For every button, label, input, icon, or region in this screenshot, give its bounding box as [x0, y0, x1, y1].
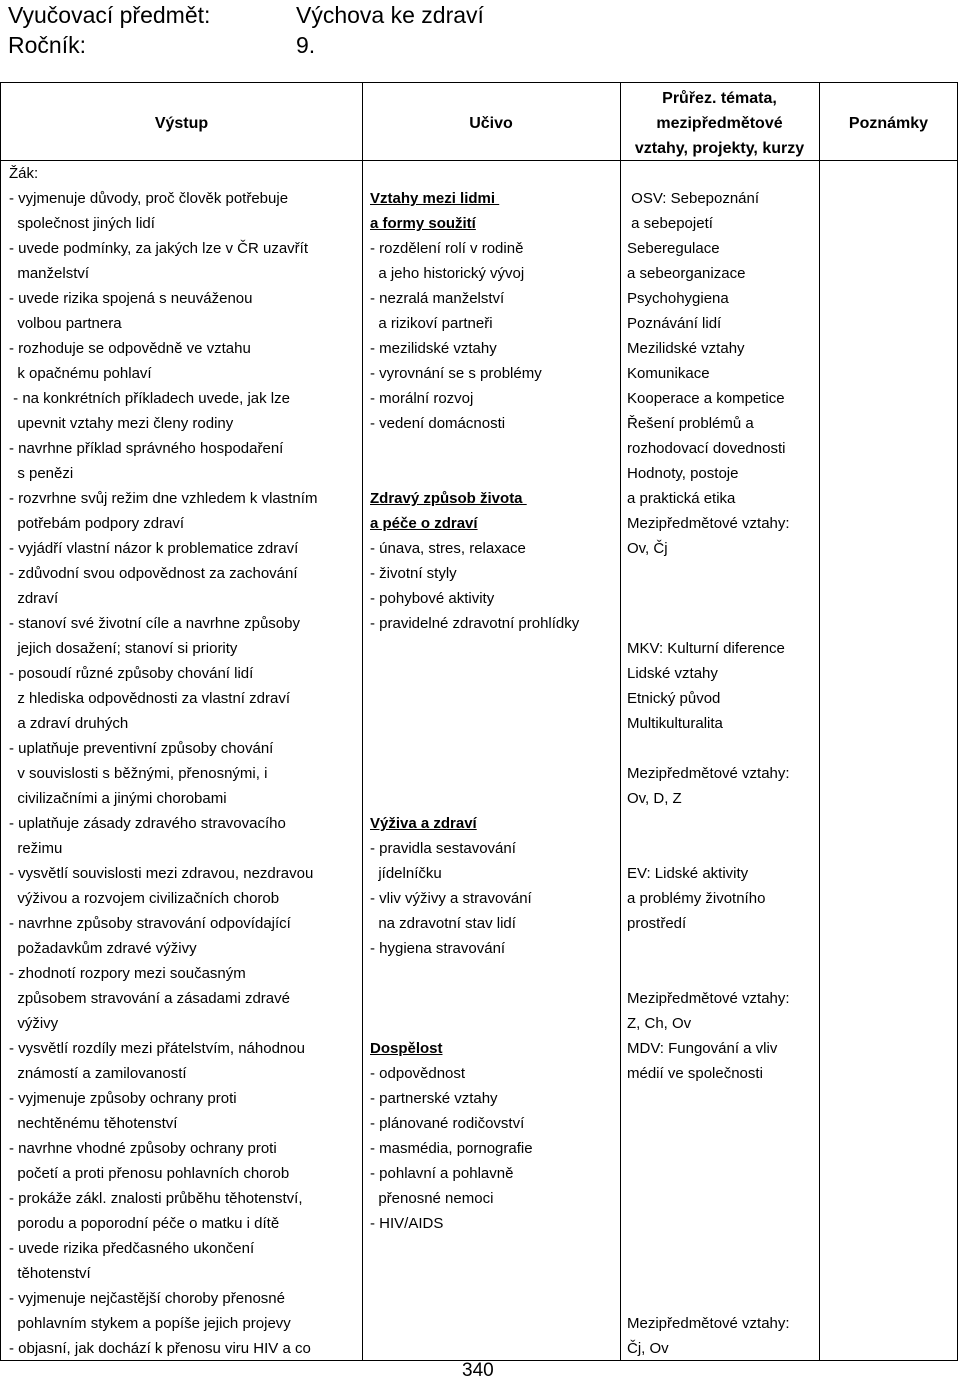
table-row	[1, 536, 957, 561]
prurez-cell: Řešení problémů a	[627, 415, 754, 432]
vystup-cell: potřebám podpory zdraví	[9, 515, 185, 532]
table-row	[1, 1161, 957, 1186]
vystup-cell: známostí a zamilovaností	[9, 1065, 187, 1082]
table-row	[1, 936, 957, 961]
vystup-cell: nechtěnému těhotenství	[9, 1115, 178, 1132]
table-row	[1, 1136, 957, 1161]
vystup-cell: - uvede rizika předčasného ukončení	[9, 1240, 255, 1257]
table-row	[1, 1186, 957, 1211]
ucivo-cell: a jeho historický vývoj	[370, 265, 525, 282]
ucivo-cell: - pohlavní a pohlavně	[370, 1165, 514, 1182]
ucivo-cell: Dospělost	[370, 1040, 443, 1057]
vystup-cell: společnost jiných lidí	[9, 215, 155, 232]
table-row	[1, 611, 957, 636]
curriculum-table	[0, 82, 958, 1361]
prurez-cell: Komunikace	[627, 365, 710, 382]
vystup-cell: - uplatňuje zásady zdravého stravovacího	[9, 815, 286, 832]
table-row	[1, 236, 957, 261]
table-row	[1, 836, 957, 861]
vystup-cell: - uplatňuje preventivní způsoby chování	[9, 740, 274, 757]
ucivo-cell: - vliv výživy a stravování	[370, 890, 532, 907]
prurez-cell: prostředí	[627, 915, 687, 932]
vystup-cell: v souvislosti s běžnými, přenosnými, i	[9, 765, 268, 782]
table-row	[1, 961, 957, 986]
prurez-cell: MDV: Fungování a vliv	[627, 1040, 778, 1057]
table-row	[1, 736, 957, 761]
prurez-cell: Z, Ch, Ov	[627, 1015, 692, 1032]
subject-value: Výchova ke zdraví	[296, 2, 484, 28]
prurez-cell: MKV: Kulturní diference	[627, 640, 785, 657]
prurez-cell: Hodnoty, postoje	[627, 465, 739, 482]
table-row	[1, 1111, 957, 1136]
prurez-cell: Mezipředmětové vztahy:	[627, 990, 790, 1007]
vystup-cell: - vysvětlí souvislosti mezi zdravou, nezdravou	[9, 865, 314, 882]
ucivo-cell: - životní styly	[370, 565, 457, 582]
ucivo-cell: jídelníčku	[370, 865, 442, 882]
vystup-cell: výživy	[9, 1015, 59, 1032]
ucivo-cell: a formy soužití	[370, 215, 476, 232]
table-row	[1, 786, 957, 811]
table-row	[1, 661, 957, 686]
vystup-cell: - vyjmenuje důvody, proč člověk potřebuje	[9, 190, 289, 207]
table-row	[1, 811, 957, 836]
prurez-cell: Ov, D, Z	[627, 790, 682, 807]
column-header-prurez-line-1: Průřez. témata,	[662, 90, 777, 107]
table-row	[1, 1261, 957, 1286]
table-row	[1, 1211, 957, 1236]
ucivo-cell: - partnerské vztahy	[370, 1090, 498, 1107]
grade-label: Ročník:	[8, 32, 86, 58]
table-row	[1, 561, 957, 586]
vystup-cell: - vyjmenuje způsoby ochrany proti	[9, 1090, 237, 1107]
grade-value: 9.	[296, 32, 316, 58]
table-row	[1, 911, 957, 936]
table-row	[1, 1236, 957, 1261]
table-row	[1, 1336, 957, 1361]
vystup-cell: těhotenství	[9, 1265, 91, 1282]
column-header-vystup: Výstup	[154, 115, 209, 132]
prurez-cell: Mezipředmětové vztahy:	[627, 1315, 790, 1332]
vystup-cell: - vyjmenuje nejčastější choroby přenosné	[9, 1290, 285, 1307]
vystup-cell: a zdraví druhých	[9, 715, 129, 732]
prurez-cell: Multikulturalita	[627, 715, 723, 732]
vystup-cell: - zhodnotí rozpory mezi současným	[9, 965, 246, 982]
prurez-cell: a sebeorganizace	[627, 265, 746, 282]
vystup-cell: - vyjádří vlastní názor k problematice zdraví	[9, 540, 299, 557]
ucivo-cell: Zdravý způsob života	[370, 490, 527, 507]
vystup-cell: - posoudí různé způsoby chování lidí	[9, 665, 254, 682]
vystup-cell: - prokáže zákl. znalosti průběhu těhotenství,	[9, 1190, 303, 1207]
prurez-cell: Kooperace a kompetice	[627, 390, 785, 407]
vystup-cell: jejich dosažení; stanoví si priority	[9, 640, 238, 657]
column-header-ucivo: Učivo	[469, 115, 513, 132]
ucivo-cell: - plánované rodičovství	[370, 1115, 525, 1132]
prurez-cell: rozhodovací dovednosti	[627, 440, 786, 457]
vystup-cell: porodu a poporodní péče o matku i dítě	[9, 1215, 280, 1232]
prurez-cell: Etnický původ	[627, 690, 721, 707]
ucivo-cell: - masmédia, pornografie	[370, 1140, 533, 1157]
prurez-cell: Mezipředmětové vztahy:	[627, 515, 790, 532]
vystup-cell: s penězi	[9, 465, 74, 482]
ucivo-cell: Výživa a zdraví	[370, 815, 477, 832]
ucivo-cell: - HIV/AIDS	[370, 1215, 444, 1232]
ucivo-cell: - pravidla sestavování	[370, 840, 516, 857]
ucivo-cell: - pohybové aktivity	[370, 590, 495, 607]
prurez-cell: Poznávání lidí	[627, 315, 722, 332]
ucivo-cell: - únava, stres, relaxace	[370, 540, 526, 557]
vystup-cell: pohlavním stykem a popíše jejich projevy	[9, 1315, 291, 1332]
column-header-poznamky: Poznámky	[848, 115, 929, 132]
vystup-cell: - vysvětlí rozdíly mezi přátelstvím, náhodnou	[9, 1040, 305, 1057]
vystup-cell: - navrhne příklad správného hospodaření	[9, 440, 284, 457]
ucivo-cell: - vedení domácnosti	[370, 415, 506, 432]
table-row	[1, 1061, 957, 1086]
table-row	[1, 761, 957, 786]
vystup-cell: z hlediska odpovědnosti za vlastní zdraví	[9, 690, 290, 707]
vystup-cell: - na konkrétních příkladech uvede, jak lze	[9, 390, 290, 407]
table-row	[1, 436, 957, 461]
vystup-cell: civilizačními a jinými chorobami	[9, 790, 227, 807]
ucivo-cell: na zdravotní stav lidí	[370, 915, 516, 932]
prurez-cell: Mezipředmětové vztahy:	[627, 765, 790, 782]
prurez-cell: a praktická etika	[627, 490, 736, 507]
vystup-cell: požadavkům zdravé výživy	[9, 940, 197, 957]
prurez-cell: OSV: Sebepoznání	[627, 190, 760, 207]
prurez-cell: médií ve společnosti	[627, 1065, 763, 1082]
table-row	[1, 636, 957, 661]
prurez-cell: EV: Lidské aktivity	[627, 865, 749, 882]
table-row	[1, 311, 957, 336]
table-row	[1, 286, 957, 311]
table-row	[1, 711, 957, 736]
prurez-cell: Mezilidské vztahy	[627, 340, 745, 357]
ucivo-cell: - mezilidské vztahy	[370, 340, 497, 357]
table-row	[1, 1086, 957, 1111]
vystup-cell: Žák:	[9, 165, 39, 182]
table-row	[1, 511, 957, 536]
table-row	[1, 261, 957, 286]
ucivo-cell: Vztahy mezi lidmi	[370, 190, 500, 207]
ucivo-cell: - odpovědnost	[370, 1065, 466, 1082]
table-row	[1, 861, 957, 886]
vystup-cell: zdraví	[9, 590, 59, 607]
vystup-cell: - zdůvodní svou odpovědnost za zachování	[9, 565, 298, 582]
vystup-cell: k opačnému pohlaví	[9, 365, 152, 382]
vystup-cell: režimu	[9, 840, 63, 857]
ucivo-cell: - morální rozvoj	[370, 390, 474, 407]
table-row	[1, 336, 957, 361]
table-row	[1, 361, 957, 386]
prurez-cell: Ov, Čj	[627, 540, 668, 557]
table-row	[1, 186, 957, 211]
subject-label: Vyučovací předmět:	[8, 2, 211, 28]
vystup-cell: - uvede podmínky, za jakých lze v ČR uzavřít	[9, 240, 309, 257]
page-number: 340	[462, 1360, 494, 1381]
prurez-cell: a sebepojetí	[627, 215, 713, 232]
ucivo-cell: - nezralá manželství	[370, 290, 505, 307]
prurez-cell: a problémy životního	[627, 890, 766, 907]
column-header-prurez-line-2: mezipředmětové	[656, 115, 783, 132]
column-header-prurez-line-3: vztahy, projekty, kurzy	[634, 140, 805, 157]
table-row	[1, 1311, 957, 1336]
table-row	[1, 886, 957, 911]
prurez-cell: Čj, Ov	[627, 1340, 669, 1357]
table-row	[1, 1286, 957, 1311]
table-row	[1, 411, 957, 436]
vystup-cell: - uvede rizika spojená s neuváženou	[9, 290, 253, 307]
ucivo-cell: a péče o zdraví	[370, 515, 478, 532]
vystup-cell: - navrhne vhodné způsoby ochrany proti	[9, 1140, 277, 1157]
vystup-cell: - stanoví své životní cíle a navrhne způsoby	[9, 615, 300, 632]
table-row	[1, 486, 957, 511]
ucivo-cell: - vyrovnání se s problémy	[370, 365, 542, 382]
ucivo-cell: - pravidelné zdravotní prohlídky	[370, 615, 580, 632]
vystup-cell: upevnit vztahy mezi členy rodiny	[9, 415, 234, 432]
vystup-cell: - objasní, jak dochází k přenosu viru HIV a co	[9, 1340, 311, 1357]
table-row	[1, 986, 957, 1011]
prurez-cell: Seberegulace	[627, 240, 720, 257]
vystup-cell: - navrhne způsoby stravování odpovídající	[9, 915, 291, 932]
ucivo-cell: a rizikoví partneři	[370, 315, 493, 332]
ucivo-cell: - rozdělení rolí v rodině	[370, 240, 524, 257]
vystup-cell: manželství	[9, 265, 90, 282]
table-row	[1, 1036, 957, 1061]
table-row	[1, 686, 957, 711]
table-row	[1, 461, 957, 486]
vystup-cell: výživou a rozvojem civilizačních chorob	[9, 890, 280, 907]
table-row	[1, 386, 957, 411]
vystup-cell: - rozvrhne svůj režim dne vzhledem k vlastním	[9, 490, 318, 507]
table-row	[1, 211, 957, 236]
table-row	[1, 1011, 957, 1036]
table-row	[1, 161, 957, 186]
vystup-cell: způsobem stravování a zásadami zdravé	[9, 990, 290, 1007]
prurez-cell: Psychohygiena	[627, 290, 729, 307]
vystup-cell: početí a proti přenosu pohlavních chorob	[9, 1165, 290, 1182]
table-row	[1, 586, 957, 611]
ucivo-cell: přenosné nemoci	[370, 1190, 494, 1207]
prurez-cell: Lidské vztahy	[627, 665, 718, 682]
vystup-cell: - rozhoduje se odpovědně ve vztahu	[9, 340, 251, 357]
ucivo-cell: - hygiena stravování	[370, 940, 506, 957]
vystup-cell: volbou partnera	[9, 315, 122, 332]
